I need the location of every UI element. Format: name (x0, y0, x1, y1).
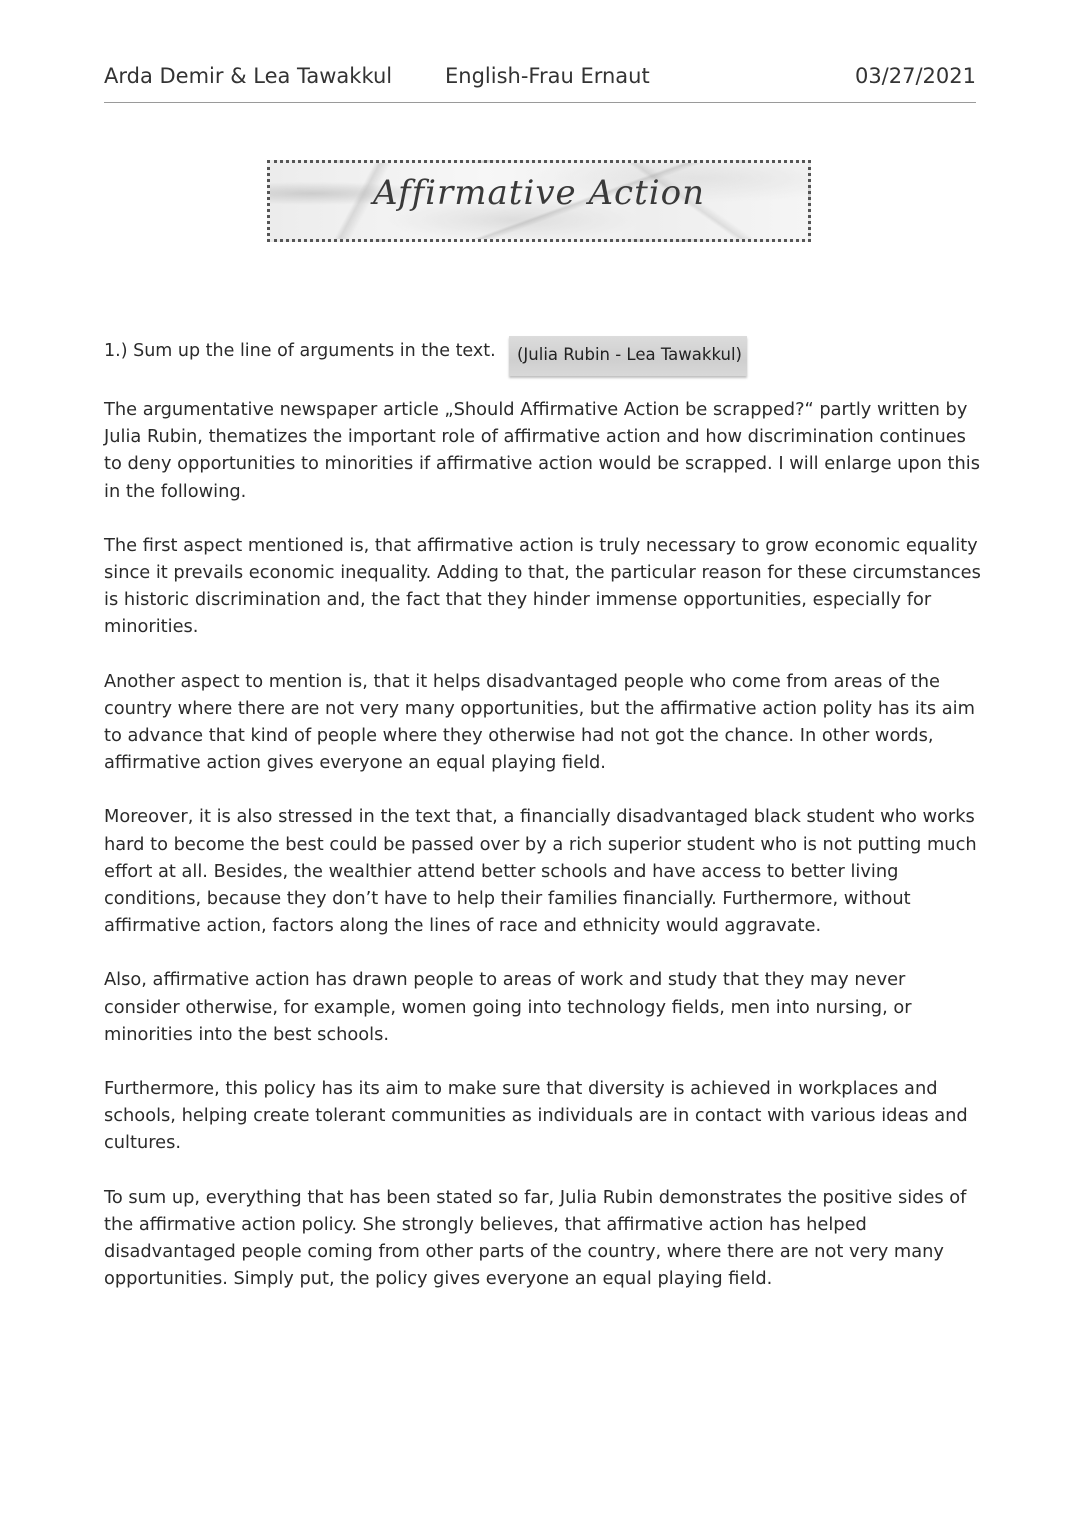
header-authors: Arda Demir & Lea Tawakkul (104, 64, 393, 88)
paragraph-fourth-aspect: Also, affirmative action has drawn people to areas of work and study that they may never consider otherwise, for example, women going into technology fields, men into nursing, or minorities into the best schools. (104, 969, 912, 1045)
header-date: 03/27/2021 (854, 64, 976, 88)
paragraph-intro: The argumentative newspaper article „Should Affirmative Action be scrapped?“ partly written by Julia Rubin, thematizes the important role of affirmative action and how discrimination continues to deny opportunities to minorities if affirmative action would be scrapped. I will enlarge upon this in the following. (104, 399, 980, 502)
paragraph-third-aspect: Moreover, it is also stressed in the text that, a financially disadvantaged black student who works hard to become the best could be passed over by a rich superior student who is not putting much effort at all. Besides, the wealthier attend better schools and have access to better living conditions, because they don’t have to help their families financially. Furthermore, without affirmative action, factors along the lines of race and ethnicity would aggravate. (104, 806, 977, 937)
title-banner (267, 160, 811, 242)
answer-body (104, 396, 984, 1319)
header-course: English-Frau Ernaut (445, 64, 650, 88)
paragraph-first-aspect: The first aspect mentioned is, that affirmative action is truly necessary to grow economic equality since it prevails economic inequality. Adding to that, the particular reason for these circumstances is historic discrimination and, the fact that they hinder immense opportunities, especially for minorities. (104, 534, 981, 638)
document-title: Affirmative Action (373, 173, 705, 213)
question-author-tag: (Julia Rubin - Lea Tawakkul) (509, 336, 747, 376)
paragraph-fifth-aspect: Furthermore, this policy has its aim to make sure that diversity is achieved in workplaces and schools, helping create tolerant communities as individuals are in contact with various ideas and cultures. (104, 1078, 968, 1154)
paragraph-second-aspect: Another aspect to mention is, that it helps disadvantaged people who come from areas of the country where there are not very many opportunities, but the affirmative action polity has its aim to advance that kind of people where they otherwise had not got the chance. In other words, affirmative action gives everyone an equal playing field. (104, 670, 975, 774)
paragraph-conclusion: To sum up, everything that has been stated so far, Julia Rubin demonstrates the positive sides of the affirmative action policy. She strongly believes, that affirmative action has helped disadvantaged people coming from other parts of the country, where there are not very many opportunities. Simply put, the policy gives everyone an equal playing field. (104, 1186, 967, 1290)
page-header (104, 60, 976, 103)
question-prompt: 1.) Sum up the line of arguments in the text. (104, 341, 496, 361)
